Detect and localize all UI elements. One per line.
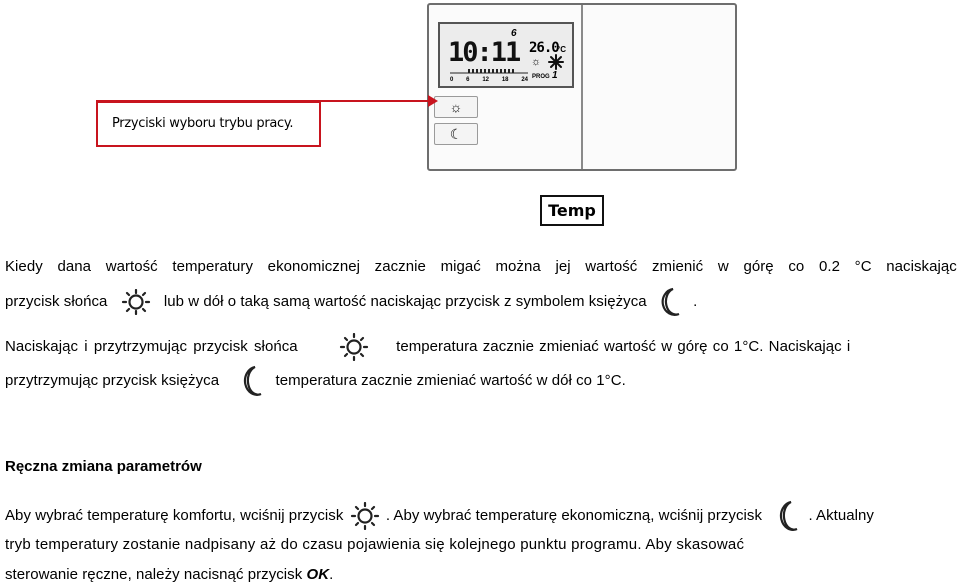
moon-icon: ☾ — [449, 125, 463, 142]
lcd-time: 10:11 — [448, 37, 520, 68]
word: górę — [743, 258, 774, 275]
lcd-unit: °C — [557, 45, 566, 54]
word: co — [788, 258, 805, 275]
text-segment: temperatura zacznie zmieniać wartość w dół co 1°C. — [275, 371, 626, 389]
paragraph1-line1 — [5, 258, 957, 275]
lcd-tick: 24 — [521, 77, 528, 83]
section-heading: Ręczna zmiana parametrów — [5, 458, 202, 475]
word: °C — [854, 258, 872, 275]
paragraph1-line2 — [5, 287, 957, 317]
callout-arrow-icon — [428, 95, 438, 107]
sun-icon — [336, 333, 372, 361]
word: jej — [555, 258, 571, 275]
text-segment: lub w dół o taką samą wartość naciskając przycisk z symbolem księżyca — [163, 292, 647, 310]
section-line2: tryb temperatury zostanie nadpisany aż do czasu pojawienia się kolejnego punktu programu. Aby skasować — [5, 536, 745, 553]
lcd-day: 6 — [511, 28, 517, 39]
text-segment: przycisk słońca — [5, 292, 108, 310]
word: ekonomicznej — [267, 258, 360, 275]
sun-icon: ☼ — [449, 99, 463, 115]
lcd-tick: 18 — [501, 77, 509, 83]
lcd-tick: 6 — [466, 77, 470, 83]
text-segment: sterowanie ręczne, należy nacisnąć przycisk — [5, 566, 303, 583]
section-line3 — [5, 566, 957, 583]
word: w — [717, 258, 729, 275]
temp-button[interactable] — [540, 195, 604, 226]
word: wartość — [585, 258, 638, 275]
moon-icon — [774, 500, 802, 532]
moon-icon — [655, 287, 685, 317]
word: dana — [57, 258, 92, 275]
text-segment: . Aktualny — [808, 506, 874, 524]
callout-text: Przyciski wyboru trybu pracy. — [112, 116, 294, 131]
text-segment: temperatura zacznie zmieniać wartość w górę co 1°C. Naciskając i — [396, 337, 851, 355]
text-segment: . — [329, 566, 334, 583]
word: zacznie — [374, 258, 426, 275]
word: wartość — [105, 258, 158, 275]
lcd-program-number: 1 — [552, 70, 558, 81]
text-segment: . — [693, 292, 698, 310]
lcd-program-bar — [450, 69, 528, 74]
word: 0.2 — [818, 258, 840, 275]
moon-mode-button[interactable] — [434, 123, 478, 145]
moon-icon — [237, 365, 267, 397]
section-line1 — [5, 500, 957, 532]
lcd-sun-icon: ☼ — [531, 56, 542, 68]
temp-button-label: Temp — [548, 201, 596, 220]
text-segment: Naciskając i przytrzymując przycisk słońca — [5, 337, 298, 355]
lcd-program-label: PROG — [532, 74, 550, 80]
lcd-snowflake-icon — [548, 54, 564, 70]
paragraph2-line2 — [5, 365, 957, 397]
text-segment: Aby wybrać temperaturę komfortu, wciśnij przycisk — [5, 506, 344, 524]
sun-mode-button[interactable] — [434, 96, 478, 118]
word: Kiedy — [5, 258, 43, 275]
word: naciskając — [886, 258, 957, 275]
word: zmienić — [652, 258, 704, 275]
word: można — [495, 258, 541, 275]
text-segment: przytrzymując przycisk księżyca — [5, 371, 220, 389]
paragraph2-line1 — [5, 333, 957, 361]
word: temperatury — [172, 258, 253, 275]
sun-icon — [348, 502, 382, 530]
sun-icon — [118, 289, 154, 315]
ok-button-label: OK — [306, 566, 330, 583]
lcd-tick: 0 — [450, 77, 454, 83]
lcd-hour-ticks — [450, 77, 528, 83]
word: migać — [440, 258, 481, 275]
device-divider — [581, 5, 583, 169]
text-segment: . Aby wybrać temperaturę ekonomiczną, wciśnij przycisk — [385, 506, 762, 524]
lcd-tick: 12 — [482, 77, 489, 83]
lcd-temperature: 26.0 — [529, 40, 559, 56]
